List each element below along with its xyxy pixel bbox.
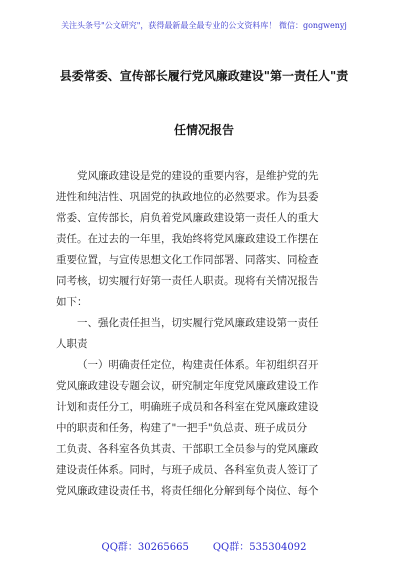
body-line: 计划和责任分工，明确班子成员和各科室在党风廉政建设 bbox=[56, 401, 319, 413]
document-body bbox=[56, 166, 356, 502]
section-heading-continued: 人职责 bbox=[56, 338, 88, 350]
document-title-line-2: 任情况报告 bbox=[173, 123, 234, 137]
body-line: 重要位置，与宣传思想文化工作同部署、同落实、同检查 bbox=[56, 254, 319, 266]
body-line: 党风廉政建设专题会议，研究制定年度党风廉政建设工作 bbox=[56, 380, 319, 392]
body-line: 党风廉政建设是党的建设的重要内容，是维护党的先 bbox=[77, 170, 319, 182]
body-line: 进性和纯洁性、巩固党的执政地位的必然要求。作为县委 bbox=[56, 191, 319, 203]
body-line: 党风廉政建设责任书，将责任细化分解到每个岗位、每个 bbox=[56, 485, 319, 497]
body-line: 同考核，切实履行好第一责任人职责。现将有关情况报告 bbox=[56, 275, 319, 287]
header-banner: 关注头条号"公文研究"，获得最新最全最专业的公文资料库！ 微信：gongwenyj bbox=[61, 21, 347, 30]
body-line: 如下： bbox=[56, 296, 88, 308]
document-title-line-1: 县委常委、宣传部长履行党风廉政建设"第一责任人"责 bbox=[59, 69, 349, 83]
body-line: 中的职责和任务，构建了"一把手"负总责、班子成员分 bbox=[56, 422, 308, 434]
footer-qq-group-1: QQ群：30265665 bbox=[101, 542, 189, 553]
body-line: 工负责、各科室各负其责、干部职工全员参与的党风廉政 bbox=[56, 443, 319, 455]
body-line: （一）明确责任定位，构建责任体系。年初组织召开 bbox=[77, 359, 319, 371]
footer-qq-group-2: QQ群：535304092 bbox=[212, 542, 307, 553]
section-heading: 一、强化责任担当，切实履行党风廉政建设第一责任 bbox=[77, 317, 319, 329]
body-line: 常委、宣传部长，肩负着党风廉政建设第一责任人的重大 bbox=[56, 212, 319, 224]
footer bbox=[0, 538, 408, 553]
body-line: 责任。在过去的一年里，我始终将党风廉政建设工作摆在 bbox=[56, 233, 319, 245]
body-line: 建设责任体系。同时，与班子成员、各科室负责人签订了 bbox=[56, 464, 319, 476]
